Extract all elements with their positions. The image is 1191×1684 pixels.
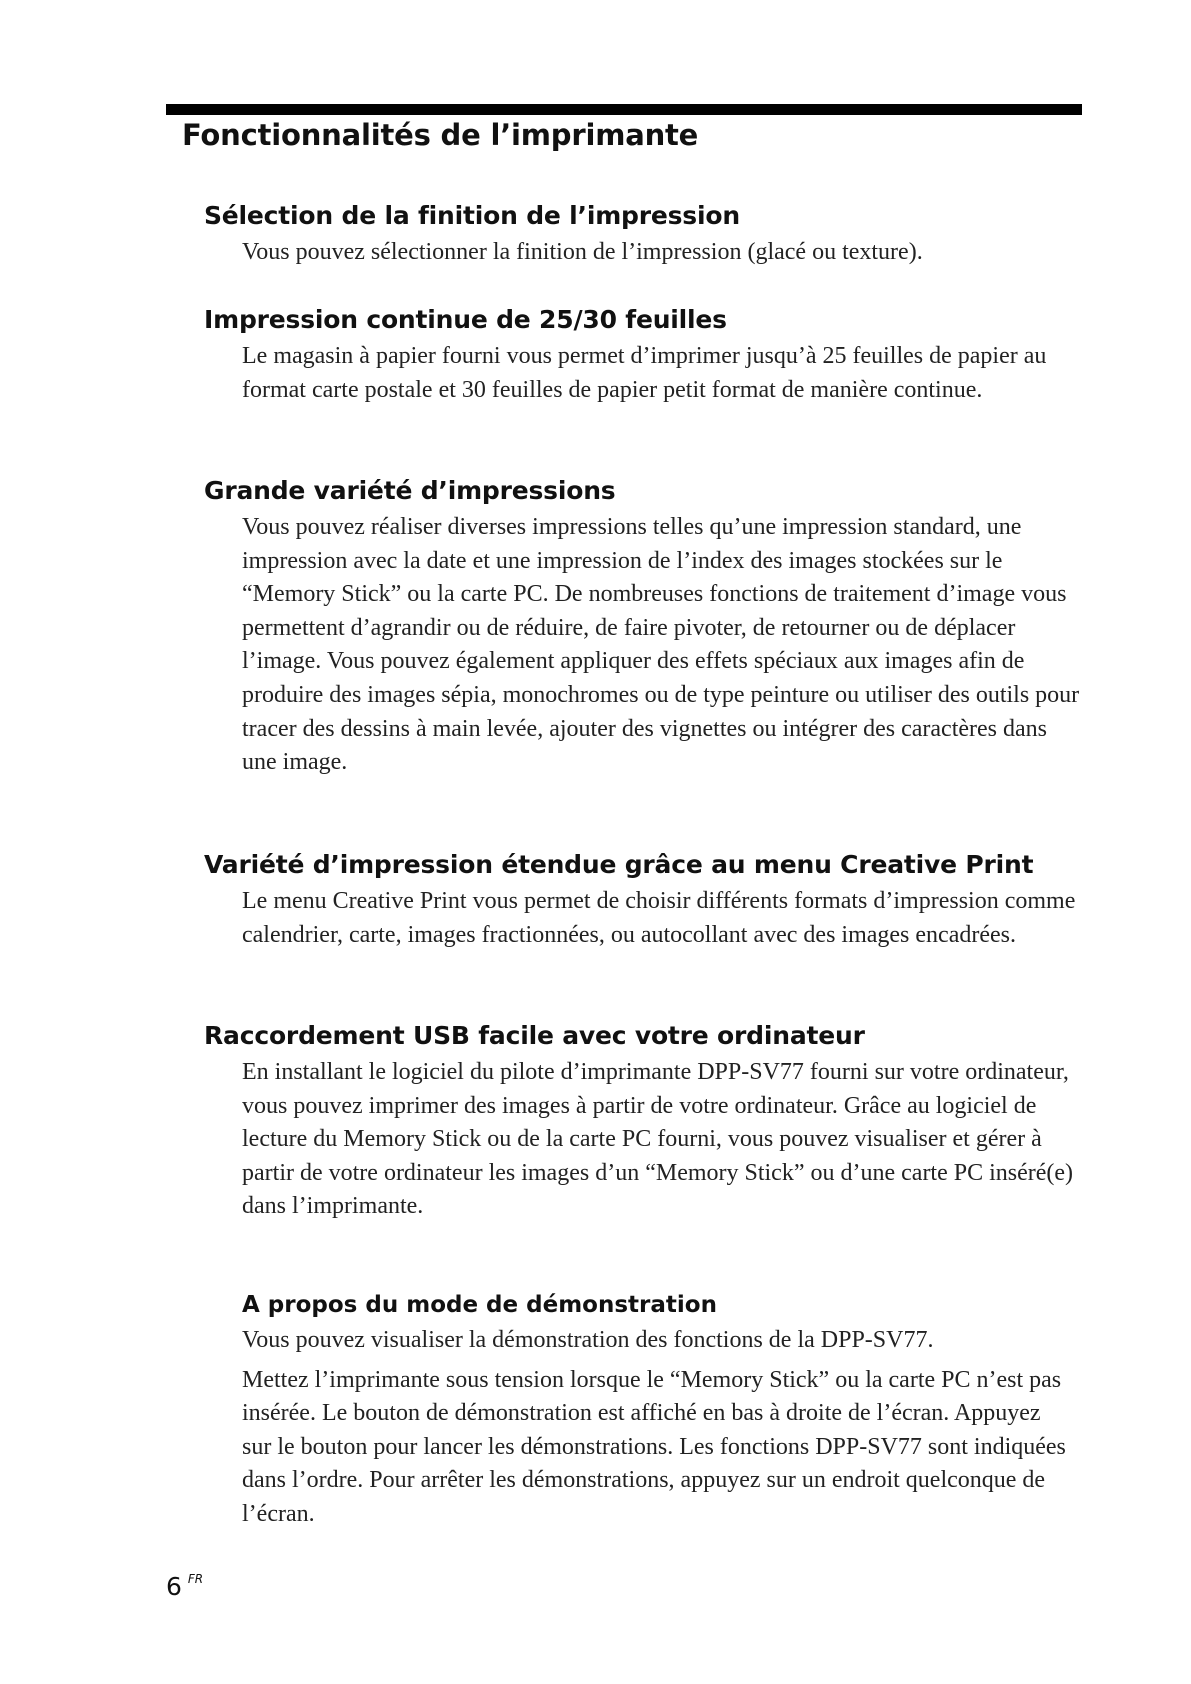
demo-mode-note xyxy=(242,1290,1092,1532)
note-paragraph: Vous pouvez visualiser la démonstration des fonctions de la DPP-SV77. xyxy=(242,1327,934,1353)
page-title: Fonctionnalités de l’imprimante xyxy=(182,118,699,152)
section-continuous-printing xyxy=(204,304,1084,407)
note-heading: A propos du mode de démonstration xyxy=(242,1292,717,1318)
note-paragraph: Mettez l’imprimante sous tension lorsque le “Memory Stick” ou la carte PC n’est pas insérée. Le bouton de démonstration est affiché en bas à droite de l’écran. Appuyez sur le bouton pour lancer les démonstrations. Les fonctions DPP-SV77 sont indiquées dans l’ordre. Pour arrêter les démonstrations, appuyez sur un endroit quelconque de l’écran. xyxy=(242,1366,1066,1527)
section-heading: Impression continue de 25/30 feuilles xyxy=(204,305,727,334)
page-number-value: 6 xyxy=(166,1572,182,1601)
section-heading: Variété d’impression étendue grâce au menu Creative Print xyxy=(204,850,1034,879)
page-language-code: FR xyxy=(187,1572,204,1586)
section-usb-connection xyxy=(204,1020,1084,1224)
section-heading: Raccordement USB facile avec votre ordinateur xyxy=(204,1021,865,1050)
header-rule xyxy=(166,104,1082,115)
section-creative-print xyxy=(204,849,1084,952)
section-body: Vous pouvez réaliser diverses impressions telles qu’une impression standard, une impression avec la date et une impression de l’index des images stockées sur le “Memory Stick” ou la carte PC. De nombreuses fonctions de traitement d’image vous permettent d’agrandir ou de réduire, de faire pivoter, de retourner ou de déplacer l’image. Vous pouvez également appliquer des effets spéciaux aux images afin de produire des images sépia, monochromes ou de type peinture ou utiliser des outils pour tracer des dessins à main levée, ajouter des vignettes ou intégrer des caractères dans une image. xyxy=(242,514,1080,776)
section-body: Le magasin à papier fourni vous permet d’imprimer jusqu’à 25 feuilles de papier au format carte postale et 30 feuilles de papier petit format de manière continue. xyxy=(242,343,1047,403)
section-print-variety xyxy=(204,475,1084,780)
section-body: En installant le logiciel du pilote d’imprimante DPP-SV77 fourni sur votre ordinateur, vous pouvez imprimer des images à partir de votre ordinateur. Grâce au logiciel de lecture du Memory Stick ou de la carte PC fourni, vous pouvez visualiser et gérer à partir de votre ordinateur les images d’un “Memory Stick” ou d’une carte PC inséré(e) dans l’imprimante. xyxy=(242,1059,1074,1220)
section-body: Vous pouvez sélectionner la finition de l’impression (glacé ou texture). xyxy=(242,239,923,265)
section-body: Le menu Creative Print vous permet de choisir différents formats d’impression comme calendrier, carte, images fractionnées, ou autocollant avec des images encadrées. xyxy=(242,888,1076,948)
section-heading: Sélection de la finition de l’impression xyxy=(204,201,740,230)
page-number xyxy=(166,1572,203,1601)
section-print-finish xyxy=(204,200,1084,270)
section-heading: Grande variété d’impressions xyxy=(204,476,616,505)
